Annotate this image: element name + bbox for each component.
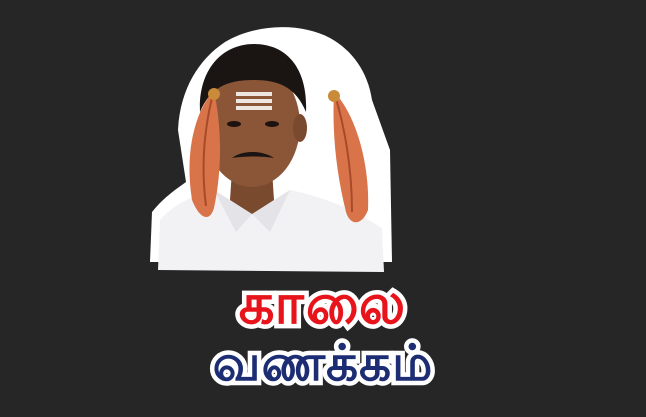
forehead-mark: [236, 92, 272, 96]
greeting-line-1: காலை: [238, 272, 408, 337]
left-eye: [227, 121, 241, 127]
right-eye: [265, 121, 279, 127]
greeting-line-2: வணக்கம்: [212, 334, 434, 392]
